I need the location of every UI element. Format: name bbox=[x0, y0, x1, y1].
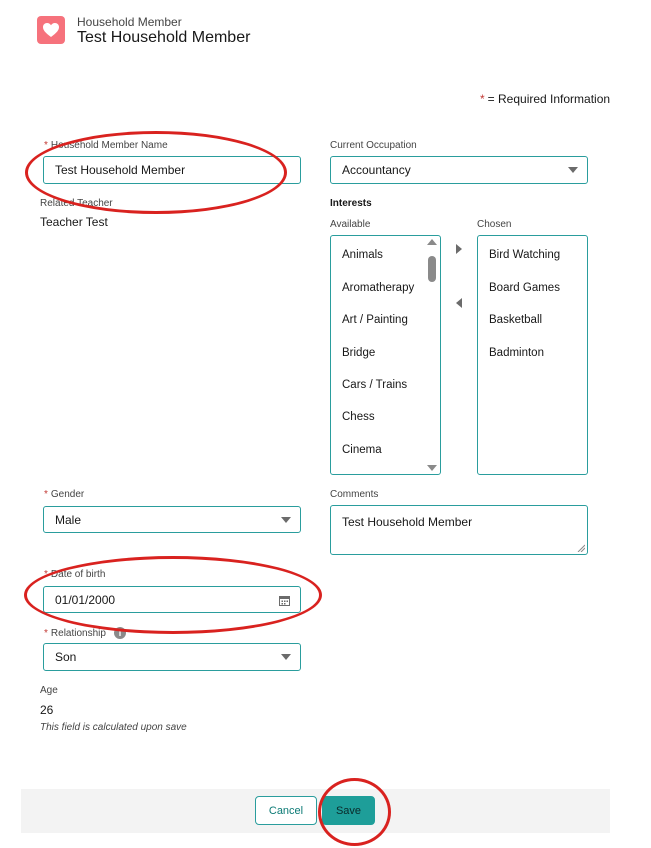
calendar-icon[interactable] bbox=[279, 595, 290, 606]
scrollbar[interactable] bbox=[427, 239, 437, 471]
gender-select[interactable] bbox=[43, 506, 301, 533]
info-icon[interactable]: i bbox=[114, 627, 126, 639]
name-field-label: * Household Member Name bbox=[44, 140, 168, 151]
chevron-down-icon bbox=[568, 167, 578, 173]
comments-label: Comments bbox=[330, 489, 379, 500]
relationship-select[interactable] bbox=[43, 643, 301, 671]
scroll-thumb[interactable] bbox=[428, 256, 436, 282]
related-teacher-label: Related Teacher bbox=[40, 198, 113, 209]
relationship-label: * Relationship i bbox=[44, 627, 126, 639]
required-star: * bbox=[44, 140, 48, 151]
list-item[interactable]: Aromatherapy bbox=[342, 282, 415, 294]
list-item[interactable]: Bridge bbox=[342, 347, 376, 359]
interests-label: Interests bbox=[330, 198, 372, 209]
age-value: 26 bbox=[40, 703, 54, 717]
list-item[interactable]: Animals bbox=[342, 249, 383, 261]
app-icon bbox=[37, 16, 65, 44]
name-input-value: Test Household Member bbox=[55, 163, 186, 177]
chevron-down-icon bbox=[281, 654, 291, 660]
required-info-legend bbox=[480, 92, 610, 106]
required-info-text: = Required Information bbox=[487, 92, 611, 106]
dob-input[interactable] bbox=[43, 586, 301, 613]
dob-input-value: 01/01/2000 bbox=[55, 592, 116, 607]
occupation-select-value: Accountancy bbox=[342, 163, 411, 177]
save-button[interactable]: Save bbox=[322, 796, 375, 825]
name-input[interactable] bbox=[43, 156, 301, 184]
required-star: * bbox=[44, 569, 48, 580]
required-star: * bbox=[44, 489, 48, 500]
cancel-button[interactable]: Cancel bbox=[255, 796, 317, 825]
age-hint: This field is calculated upon save bbox=[40, 722, 187, 733]
list-item[interactable]: Board Games bbox=[489, 282, 560, 294]
required-star: * bbox=[44, 627, 48, 639]
list-item[interactable]: Basketball bbox=[489, 314, 543, 326]
occupation-select[interactable] bbox=[330, 156, 588, 184]
available-listbox[interactable] bbox=[330, 235, 441, 475]
list-item[interactable]: Art / Painting bbox=[342, 314, 408, 326]
gender-label: * Gender bbox=[44, 489, 85, 500]
occupation-label: Current Occupation bbox=[330, 140, 417, 151]
chevron-down-icon bbox=[281, 517, 291, 523]
list-item[interactable]: Chess bbox=[342, 411, 375, 423]
list-item[interactable]: Cinema bbox=[342, 444, 382, 456]
gender-select-value: Male bbox=[55, 512, 82, 527]
age-label: Age bbox=[40, 685, 58, 696]
heart-icon bbox=[42, 22, 60, 38]
comments-value: Test Household Member bbox=[342, 515, 473, 529]
list-item[interactable]: Bird Watching bbox=[489, 249, 561, 261]
move-to-available-button[interactable] bbox=[456, 298, 462, 308]
object-type-label: Household Member bbox=[77, 15, 182, 29]
resize-grip-icon[interactable] bbox=[577, 544, 585, 552]
required-star: * bbox=[480, 92, 485, 106]
related-teacher-value: Teacher Test bbox=[40, 215, 108, 229]
comments-textarea[interactable] bbox=[330, 505, 588, 555]
move-to-chosen-button[interactable] bbox=[456, 244, 462, 254]
relationship-select-value: Son bbox=[55, 650, 77, 664]
list-item[interactable]: Badminton bbox=[489, 347, 544, 359]
dob-label: * Date of birth bbox=[44, 569, 106, 580]
chosen-label: Chosen bbox=[477, 219, 512, 230]
page-title: Test Household Member bbox=[77, 29, 251, 46]
scroll-down-icon[interactable] bbox=[427, 465, 437, 471]
chosen-listbox[interactable] bbox=[477, 235, 588, 475]
list-item[interactable]: Cars / Trains bbox=[342, 379, 408, 391]
scroll-up-icon[interactable] bbox=[427, 239, 437, 245]
available-label: Available bbox=[330, 219, 371, 230]
